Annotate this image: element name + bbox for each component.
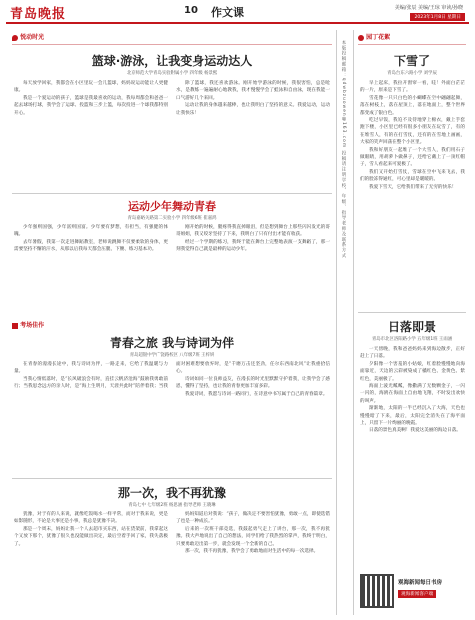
article-byline-snow: 青岛台东六路小学 刘学辰 — [387, 71, 437, 76]
paragraph: 后来的一次班干部竞选，我鼓起勇气走上了讲台，那一次，我不再犹豫。我大声地说出了自己的想法，同学们给了我热烈的掌声，我终于明白，只要勇敢迈出第一步，就会发现一个全新的自己。 — [176, 526, 330, 547]
paragraph: 我爱诗词，我愿与诗词一路同行，在诗意中书写属于自己的青春篇章。 — [185, 391, 328, 397]
paragraph: 运动让我的身体越来越棒，也让我明白了坚持的意义。我爱运动，运动让我快乐！ — [176, 103, 330, 116]
article-title-dance: 运动少年舞动青春 — [128, 200, 216, 213]
paragraph: 每天放学回家，我都会在小区里玩一会儿篮球，妈妈说运动能让人更健康。 — [14, 81, 168, 94]
column-tag-spring — [12, 320, 44, 329]
column-tag-left — [12, 32, 44, 41]
article-byline-spring: 青岛超银中学广饶路校区 八年级7班 王梓妍 — [129, 353, 215, 358]
paragraph: 海面上波光粼粼，像撒满了无数颗金子，一闪一闪的，海鸥在海面上自由地飞翔，不时发出欢快的叫声。 — [360, 384, 465, 404]
paragraph: 夕阳像一个害羞的小姑娘，红着脸慢慢地向海面靠近，天边的云彩被染成了橘红色、金黄色、紫红色，美丽极了。 — [360, 361, 465, 382]
paragraph: 经过一个学期的练习，我终于能在舞台上完整地表演一支舞蹈了，那一刻我觉得自己就是最棒的运动少年。 — [176, 239, 330, 253]
paper-logo: 青岛晚报 — [10, 7, 67, 22]
article-body-sunset — [360, 346, 465, 568]
paragraph: 早上起床，我拉开窗帘一看，哇！外面白茫茫的一片，原来是下雪了。 — [360, 81, 465, 94]
article-title-spring: 青春之旅 我与诗词为伴 — [109, 336, 235, 350]
paragraph: 刚开始的时候，腿疼得我直掉眼泪，但是想到舞台上那些闪闪发光的哥哥姐姐，我又咬牙坚持了下来，我明白了只有付出才能有收获。 — [176, 225, 330, 238]
section-title: 作文课 — [211, 6, 244, 19]
article-byline-sunset: 青岛市北区洛阳路小学 五年级1班 王雨涵 — [371, 337, 453, 342]
paragraph: 犹豫，对于有的人来说，就像吃饭喝水一样平常，而对于我来说，更是如影随形，不论是大事还是小事，我总是犹豫不决。 — [14, 512, 168, 525]
article-byline-noone: 青岛七中 七年级2班 杨思涵 指导老师 王晓琳 — [128, 503, 216, 508]
article-body-skating — [14, 80, 330, 190]
article-title-sunset: 日落即景 — [387, 320, 436, 334]
submission-notice: 本版投稿邮箱：qdwbzuowen@163.com 投稿请注明学校、年级、指导老师及联系方式 — [341, 40, 346, 259]
paragraph: 一天傍晚，我和爸爸妈妈来到海边散步，正好赶上了日落。 — [360, 347, 465, 360]
paragraph: 我们又开始打雪仗，雪球在空中飞来飞去，我们的脸冻得通红，可心里却是暖暖的。 — [360, 169, 465, 183]
paragraph: 诗词如同一位良师益友，在漫长的时光里默默守护着我，让我学会了感恩，懂得了坚持，也让我的青春更加丰富多彩。 — [176, 376, 330, 390]
paragraph: 除了篮球，我还喜欢游泳。刚开始学游泳的时候，我很害怕，总是呛水，是教练一遍遍耐心地教我，我才慢慢学会了蛙泳和自由泳，现在我能一口气游好几个来回。 — [176, 81, 330, 101]
article-title-skating: 篮球·游泳，让我变身运动达人 — [91, 54, 253, 68]
article-body-dance — [14, 224, 330, 312]
paragraph: 那一次，我不再犹豫，我学会了勇敢地面对生活中的每一次选择。 — [185, 549, 319, 555]
qr-block[interactable] — [360, 572, 464, 614]
column-tag-left-label: 悦动时光 — [20, 34, 45, 41]
paragraph: 妈妈知道后对我说：“孩子，做决定不要害怕犹豫，勇敢一点，即使选错了也是一种成长。” — [176, 512, 330, 525]
paragraph: 渐渐地，太阳的一半已经沉入了大海，天色也慢慢暗了下来，最后，太阳完全消失在了海平面上，只留下一片绚丽的晚霞。 — [360, 406, 465, 427]
issue-date-text: 2023年1月8日 星期日 — [414, 15, 461, 20]
paragraph: 那是一个周末，妈妈让我一个人去超市买东西，站在货架前，我拿起这个又放下那个，犹豫了很久也没能做出决定，最后空着手回了家，我失落极了。 — [14, 526, 168, 547]
paragraph: 吃过早饭，我迫不及待地穿上棉衣，戴上手套跑下楼，小区里已经有很多小朋友在玩雪了，有的在堆雪人，有的在打雪仗，还有的在雪地上画画，大家的笑声回荡在整个小区里。 — [360, 118, 465, 146]
masthead-rule — [6, 22, 469, 24]
qr-subcaption-text: 观海新闻客户端 — [401, 592, 434, 597]
masthead — [0, 0, 475, 26]
article-body-spring — [14, 361, 330, 476]
paragraph: 少年强则国强，少年富则国富。少年要有梦想，有担当，有强健的体魄。 — [14, 225, 168, 238]
right-tag-rule — [358, 44, 466, 45]
sidebar-rule-right — [353, 30, 354, 615]
paragraph: 去年暑假，我第一次走进舞蹈教室，老师说跳舞不仅要柔软的身体，更需要坚持不懈的汗水，从那以后我每天都会压腿、下腰、练习基本功。 — [14, 239, 168, 253]
qr-code-icon[interactable] — [360, 574, 394, 608]
article-byline-skating: 北京师范大学青岛实验附属小学 四年级 杨景熙 — [126, 71, 218, 76]
divider — [12, 193, 332, 194]
paragraph: 在青春的漫漫长途中，我与诗词为伴，一路走来，它给了我温暖与力量。 — [14, 362, 168, 375]
divider — [358, 312, 466, 313]
left-tag-rule — [12, 44, 332, 45]
column-tag-right-label: 园丁花絮 — [366, 34, 391, 41]
article-title-noone: 那一次，我不再犹豫 — [117, 486, 226, 500]
qr-subcaption — [398, 590, 436, 598]
column-tag-right — [358, 32, 390, 41]
divider — [12, 478, 332, 479]
article-body-snow — [360, 80, 465, 308]
column-tag-spring-label: 考场佳作 — [20, 322, 45, 329]
issue-date — [410, 13, 465, 21]
article-body-noone — [14, 511, 330, 615]
article-byline-dance: 青岛嘉峪关路第二实验小学 四年级6班 崔嘉鸿 — [127, 216, 217, 221]
sidebar-rule-left — [336, 30, 337, 615]
paragraph: 当我心情低落时，是“长风破浪会有时，直挂云帆济沧海”鼓励我勇敢前行；当我思念远方的亲人时，是“海上生明月，天涯共此时”陪伴着我；当我面对困难想要放弃时，是“千磨万击还坚劲，任尔东西南北风”让我重拾信心。 — [14, 362, 330, 390]
pen-icon — [12, 323, 18, 329]
editor-credits: 美编/张辰 美编/王琼 审读/孙晓 — [394, 5, 463, 11]
fire-icon — [12, 35, 18, 41]
paragraph: 我爱下雪天，它给我们带来了无穷的快乐！ — [369, 184, 457, 190]
page-number: 10 — [184, 5, 198, 16]
paragraph: 日落的景色真美啊！我爱这美丽的海边日落。 — [369, 428, 461, 434]
paragraph: 我是一个爱运动的孩子，篮球是我最喜欢的运动，我每周都会和爸爸一起去球场打球，我学会了运球、投篮和三步上篮，每次投进一个球我都特别开心。 — [14, 95, 168, 116]
paragraph: 雪花像一只只白色的小蝴蝶在空中翩翩起舞，落在树枝上，落在屋顶上，落在地面上，整个世界都变成了银白色。 — [360, 95, 465, 116]
flower-icon — [358, 35, 364, 41]
article-title-snow: 下雪了 — [393, 54, 430, 68]
paragraph: 我和好朋友一起堆了一个大雪人，我们用石子做眼睛，用胡萝卜做鼻子，还给它戴上了一顶红帽子，雪人看起来可爱极了。 — [360, 147, 465, 168]
qr-caption: 观海新闻每日书房 — [398, 580, 443, 586]
